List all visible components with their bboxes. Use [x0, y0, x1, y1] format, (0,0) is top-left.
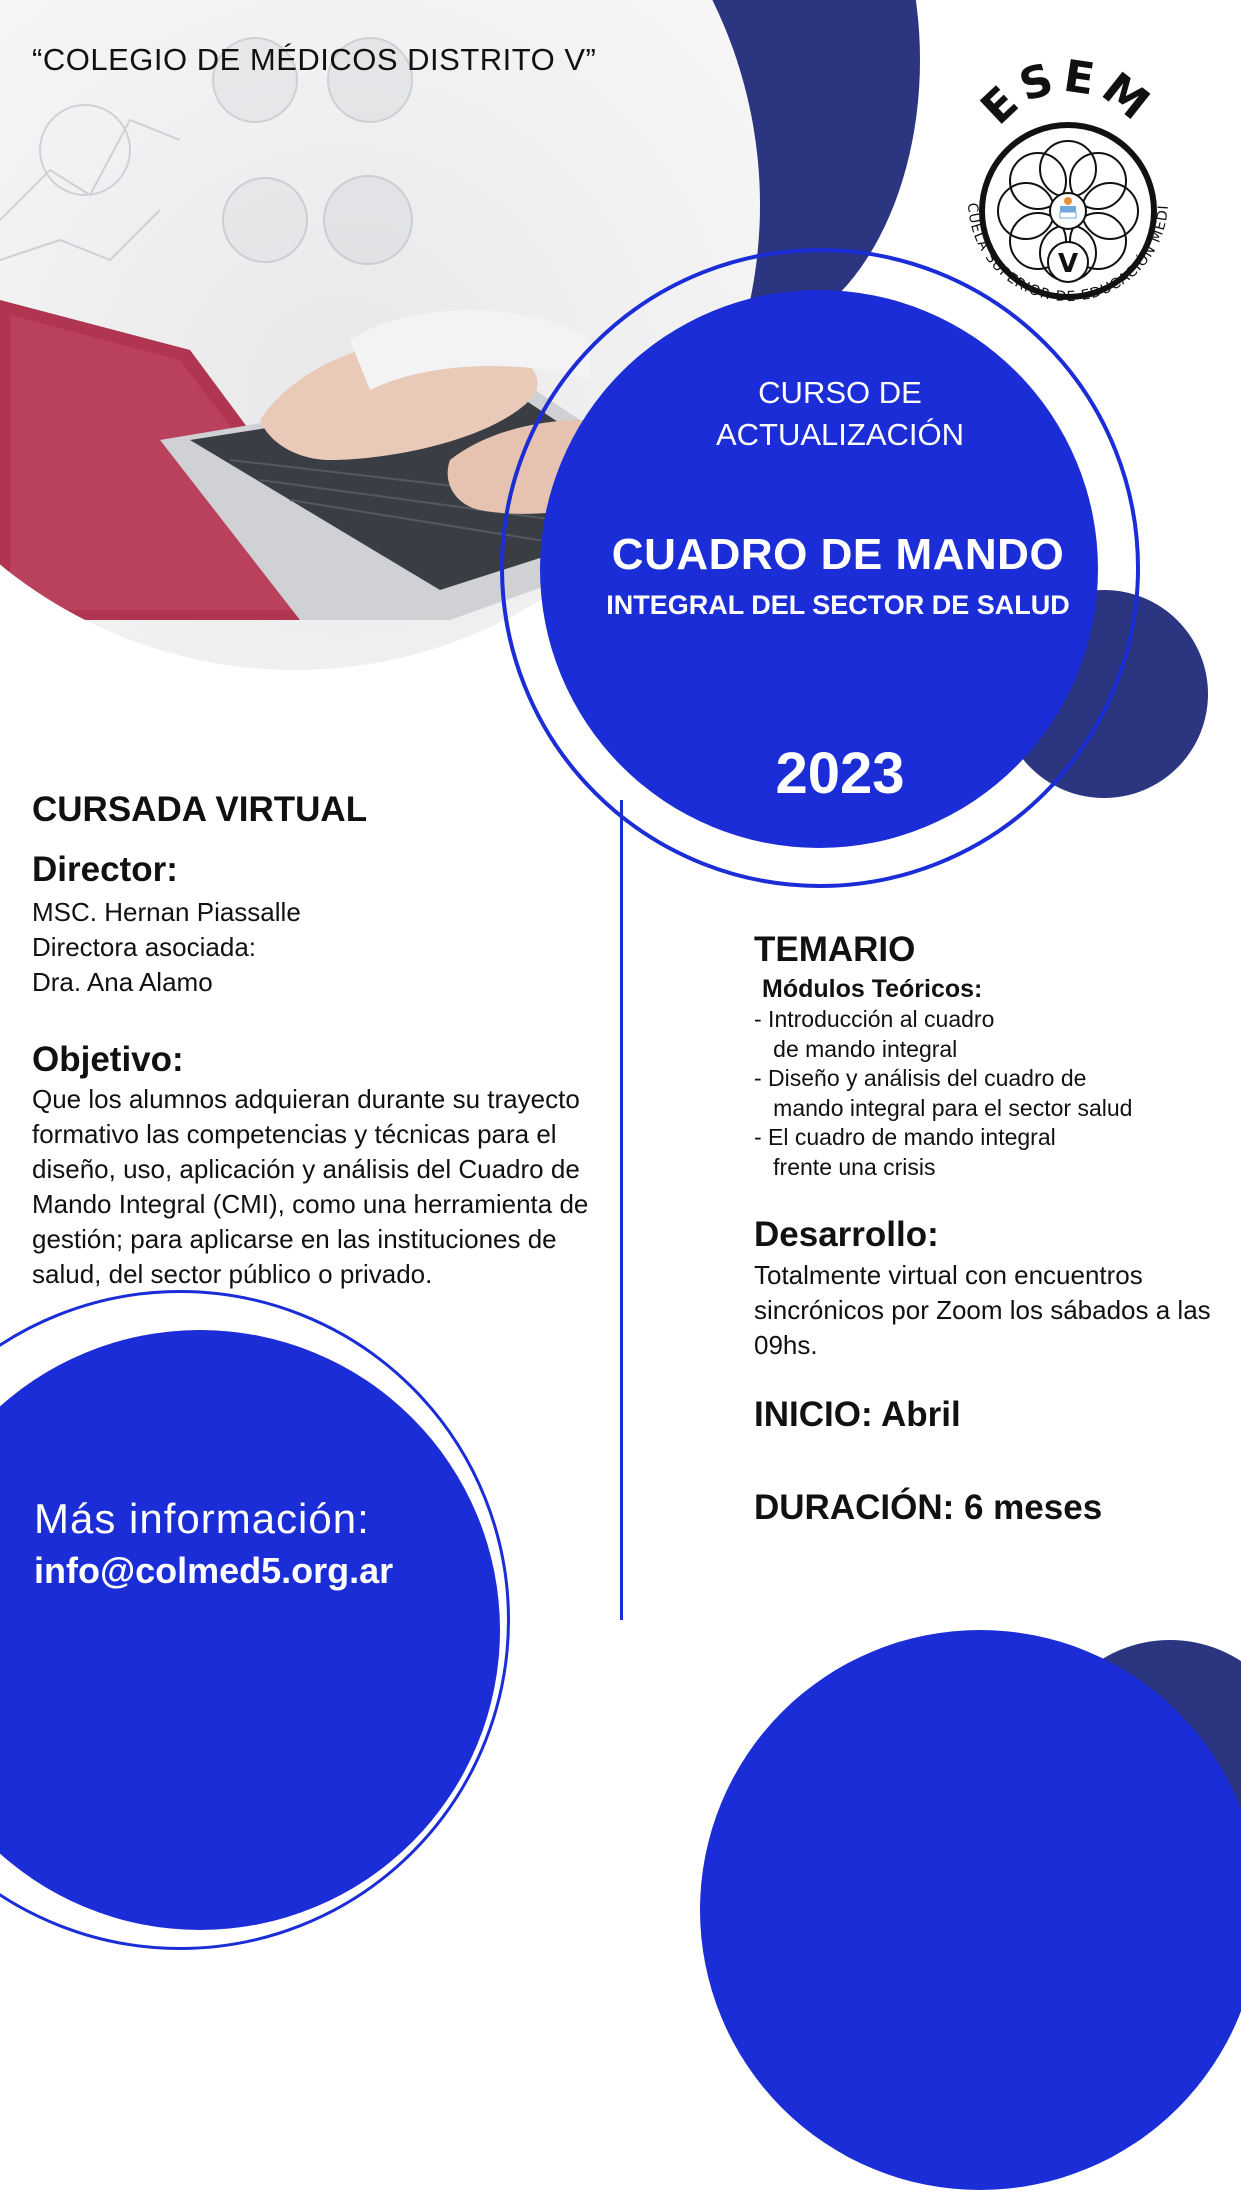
logo-acronym: ESEM	[971, 50, 1164, 135]
associate-director-label: Directora asociada:	[32, 932, 256, 962]
institution-title: “COLEGIO DE MÉDICOS DISTRITO V”	[32, 42, 597, 77]
list-item: mando integral para el sector salud	[754, 1094, 1133, 1121]
logo-center-letter: V	[1057, 249, 1079, 279]
modules-subheading: Módulos Teóricos:	[762, 975, 983, 1003]
delivery-heading: Desarrollo:	[754, 1215, 939, 1254]
logo-ring-text: CUELA SUPERIOR DE EDUCACIÓN MÉDI	[963, 202, 1172, 306]
column-divider	[620, 800, 623, 1620]
course-year: 2023	[775, 741, 905, 806]
list-item: - Introducción al cuadro	[754, 1006, 995, 1032]
director-block	[32, 895, 301, 1000]
associate-director-name: Dra. Ana Alamo	[32, 967, 213, 997]
list-item: de mando integral	[754, 1035, 958, 1062]
list-item: - El cuadro de mando integral	[754, 1124, 1056, 1150]
contact-email-link[interactable]: info@colmed5.org.ar	[34, 1550, 394, 1591]
objective-text: Que los alumnos adquieran durante su trayecto formativo las competencias y técnicas para el diseño, uso, aplicación y análisis del Cuadro de Mando Integral (CMI), como una herramienta de gestión; para aplicarse en las instituciones de salud, del sector público o privado.	[32, 1084, 589, 1289]
course-title-line2: INTEGRAL DEL SECTOR DE SALUD	[606, 590, 1070, 620]
esem-logo	[948, 36, 1188, 321]
delivery-text: Totalmente virtual con encuentros sincrónicos por Zoom los sábados a las 09hs.	[754, 1260, 1211, 1360]
course-type-line2: ACTUALIZACIÓN	[715, 417, 965, 452]
start-date: INICIO: Abril	[754, 1395, 961, 1434]
duration: DURACIÓN: 6 meses	[754, 1488, 1103, 1527]
modality-heading: CURSADA VIRTUAL	[32, 790, 368, 829]
course-type	[640, 372, 1040, 456]
course-type-line1: CURSO DE	[758, 375, 922, 410]
list-item: frente una crisis	[754, 1153, 936, 1180]
syllabus-heading: TEMARIO	[754, 930, 916, 969]
objective-heading: Objetivo:	[32, 1040, 184, 1079]
director-name: MSC. Hernan Piassalle	[32, 897, 301, 927]
decorative-blue-circle-bottom	[700, 1630, 1241, 2190]
modules-list	[754, 1005, 1132, 1182]
list-item: - Diseño y análisis del cuadro de	[754, 1065, 1087, 1091]
contact-label: Más información:	[34, 1495, 370, 1542]
course-title-line1: CUADRO DE MANDO	[611, 530, 1065, 579]
decorative-ring-bottom	[0, 1290, 510, 1950]
director-heading: Director:	[32, 850, 178, 889]
